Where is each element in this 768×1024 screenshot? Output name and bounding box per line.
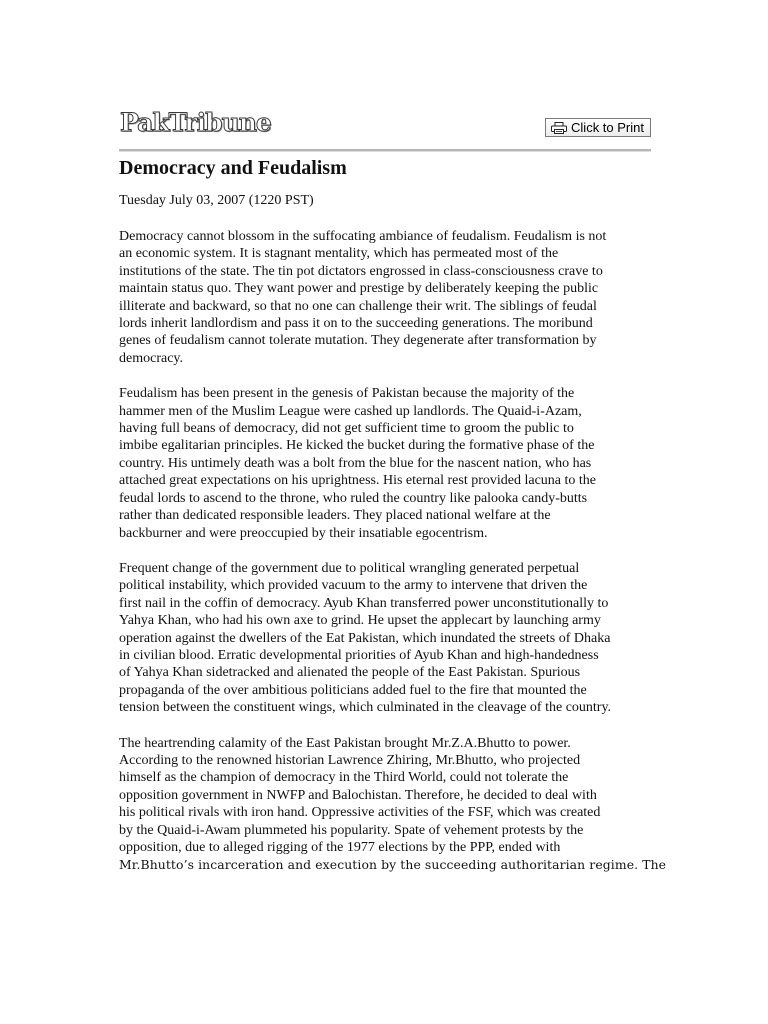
text-line: tension between the constituent wings, which culminated in the cleavage of the country. (119, 700, 612, 716)
paragraph-3 (119, 560, 651, 717)
text-line: maintain status quo. They want power and prestige by deliberately keeping the public (119, 281, 599, 297)
text-line: operation against the dwellers of the Eat Pakistan, which inundated the streets of Dhaka (119, 630, 611, 646)
text-line: in civilian blood. Erratic developmental priorities of Ayub Khan and high-handedness (119, 647, 599, 663)
text-line: democracy. (119, 350, 183, 366)
article-title: Democracy and Feudalism (119, 157, 347, 179)
text-line: backburner and were preoccupied by their insatiable egocentrism. (119, 525, 488, 541)
text-line: opposition, due to alleged rigging of the 1977 elections by the PPP, ended with (119, 840, 561, 855)
text-line: first nail in the coffin of democracy. Ayub Khan transferred power unconstitutionally to (119, 595, 609, 611)
text-line: of Yahya Khan sidetracked and alienated the people of the East Pakistan. Spurious (119, 665, 581, 681)
text-line: Democracy cannot blossom in the suffocating ambiance of feudalism. Feudalism is not (119, 229, 607, 244)
text-line: feudal lords to ascend to the throne, who ruled the country like palooka candy-butts (119, 490, 588, 506)
masthead (119, 0, 651, 150)
text-line: opposition government in NWFP and Balochistan. Therefore, he decided to deal with (119, 787, 597, 803)
text-line: hammer men of the Muslim League were cashed up landlords. The Quaid-i-Azam, (119, 403, 582, 419)
paktribune-logo[interactable]: PakTribune (120, 108, 271, 137)
text-line: institutions of the state. The tin pot dictators engrossed in class-consciousness crave to (119, 263, 603, 279)
paragraph-1 (119, 228, 651, 367)
text-line: imbibe egalitarian principles. He kicked the bucket during the formative phase of the (119, 438, 595, 454)
text-line: genes of feudalism cannot tolerate mutation. They degenerate after transformation by (119, 333, 597, 349)
click-to-print-button[interactable] (545, 118, 651, 137)
paragraph-2 (119, 385, 651, 542)
text-line: rather than dedicated responsible leaders. They placed national welfare at the (119, 508, 551, 524)
text-line: The heartrending calamity of the East Pakistan brought Mr.Z.A.Bhutto to power. (119, 735, 571, 751)
text-line: having full beans of democracy, did not get sufficient time to groom the public to (119, 421, 574, 437)
text-line: country. His untimely death was a bolt from the blue for the nascent nation, who has (119, 455, 592, 471)
paragraph-4 (119, 735, 667, 874)
click-to-print-label: Click to Print (571, 120, 644, 135)
text-line: lords inherit landlordism and pass it on to the succeeding generations. The moribund (119, 316, 593, 332)
text-line: an economic system. It is stagnant mentality, which has permeated most of the (119, 246, 559, 262)
article-body (119, 228, 667, 892)
text-line: Mr.Bhutto’s incarceration and execution by the succeeding authoritarian regime. The (119, 857, 667, 873)
text-line: Feudalism has been present in the genesis of Pakistan because the majority of the (119, 386, 575, 402)
text-line: his political rivals with iron hand. Oppressive activities of the FSF, which was created (119, 805, 601, 821)
article-page (119, 0, 667, 873)
text-line: himself as the champion of democracy in the Third World, could not tolerate the (119, 770, 569, 786)
text-line: Yahya Khan, who had his own axe to grind. He upset the applecart by launching army (119, 613, 601, 629)
article-dateline: Tuesday July 03, 2007 (1220 PST) (119, 193, 314, 208)
printer-icon (551, 122, 567, 134)
text-line: attached great expectations on his uprightness. His eternal rest provided lacuna to the (119, 473, 597, 489)
text-line: According to the renowned historian Lawrence Zhiring, Mr.Bhutto, who projected (119, 752, 581, 768)
text-line: political instability, which provided vacuum to the army to intervene that driven the (119, 578, 588, 594)
text-line: by the Quaid-i-Awam plummeted his popularity. Spate of vehement protests by the (119, 822, 584, 838)
text-line: illiterate and backward, so that no one can challenge their writ. The siblings of feudal (119, 298, 597, 314)
text-line: propaganda of the over ambitious politicians added fuel to the fire that mounted the (119, 682, 587, 698)
header-divider (119, 149, 651, 152)
text-line: Frequent change of the government due to political wrangling generated perpetual (119, 560, 580, 576)
